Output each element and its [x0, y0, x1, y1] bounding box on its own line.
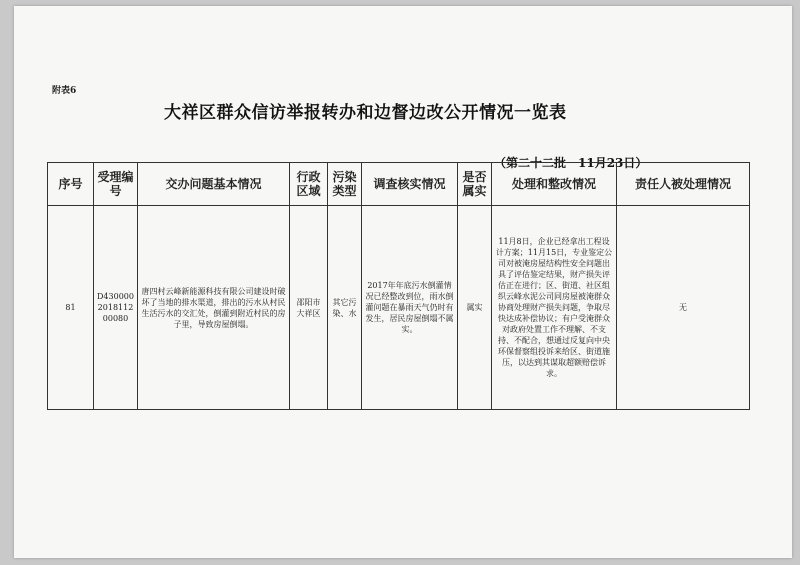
cell-region: 邵阳市大祥区	[290, 206, 328, 410]
complaint-table	[47, 162, 750, 410]
header-verified: 是否属实	[458, 163, 492, 206]
annex-label: 附表6	[52, 86, 77, 96]
header-handling: 处理和整改情况	[492, 163, 617, 206]
header-case-no: 受理编号	[94, 163, 138, 206]
cell-issue: 唐四村云峰新能源科技有限公司建设时破坏了当地的排水渠道，排出的污水从村民生活污水的交汇处，倒灌到附近村民的房子里，导致房屋倒塌。	[138, 206, 290, 410]
cell-accountability: 无	[617, 206, 750, 410]
batch-label: （第二十二批 11月23日）	[494, 156, 648, 170]
cell-investigation: 2017年年底污水倒灌情况已经整改到位，雨水倒灌问题在暴雨天气仍时有发生，居民房屋倒塌不属实。	[362, 206, 458, 410]
header-region: 行政区域	[290, 163, 328, 206]
header-investigation: 调查核实情况	[362, 163, 458, 206]
cell-seq: 81	[48, 206, 94, 410]
header-seq: 序号	[48, 163, 94, 206]
table-header-row	[48, 163, 750, 206]
cell-handling: 11月8日，企业已经拿出工程设计方案；11月15日，专业鉴定公司对被淹房屋结构性安全问题出具了评估鉴定结果，财产损失评估正在进行；区、街道、社区组织云峰水泥公司同房屋被淹群众协商处理财产损失问题，争取尽快达成补偿协议；有户受淹群众对政府处置工作不理解、不支持、不配合，想通过反复向中央环保督察组投诉来给区、街道施压，以达到其谋取超额赔偿诉求。	[492, 206, 617, 410]
header-issue: 交办问题基本情况	[138, 163, 290, 206]
page-title: 大祥区群众信访举报转办和边督边改公开情况一览表	[164, 103, 567, 123]
cell-case-no: D430000201811200080	[94, 206, 138, 410]
header-accountability: 责任人被处理情况	[617, 163, 750, 206]
cell-pollution-type: 其它污染、水	[328, 206, 362, 410]
header-pollution-type: 污染类型	[328, 163, 362, 206]
cell-verified: 属实	[458, 206, 492, 410]
table-row	[48, 206, 750, 410]
